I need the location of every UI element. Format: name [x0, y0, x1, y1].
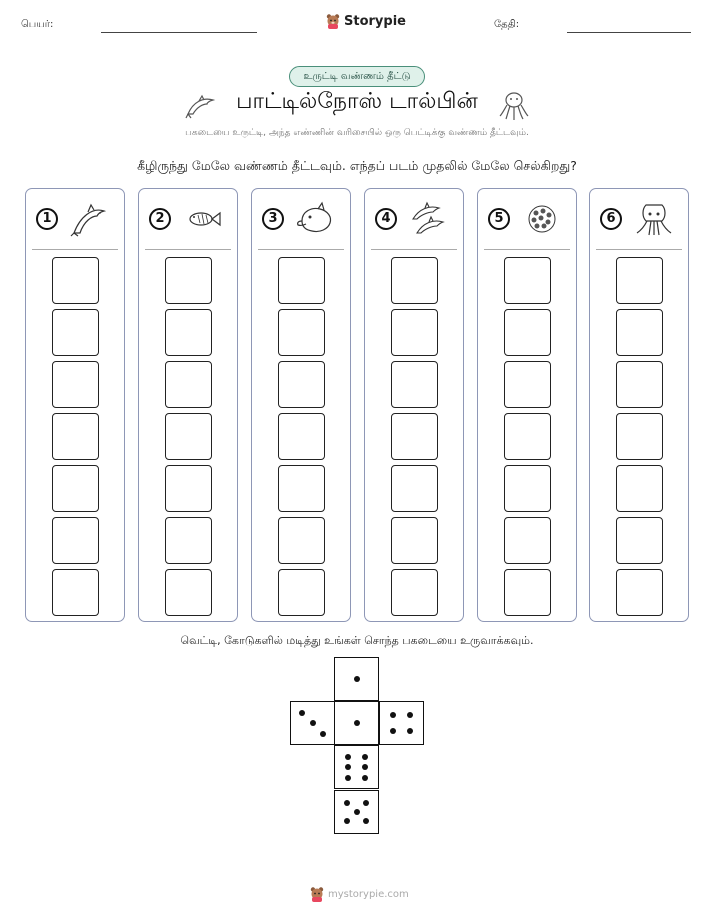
color-box[interactable]: [391, 257, 438, 304]
color-box[interactable]: [165, 257, 212, 304]
color-box[interactable]: [391, 517, 438, 564]
date-label: தேதி:: [494, 19, 520, 30]
die-pip: [362, 775, 368, 781]
die-pip: [354, 809, 360, 815]
column-divider: [484, 249, 570, 250]
color-box[interactable]: [52, 465, 99, 512]
color-box[interactable]: [165, 413, 212, 460]
color-box[interactable]: [616, 257, 663, 304]
column-divider: [145, 249, 231, 250]
column-number: 5: [488, 208, 510, 230]
brand-logo: [326, 13, 406, 29]
die-face-1: [334, 657, 379, 701]
die-face-4: [379, 701, 424, 745]
die-pip: [344, 818, 350, 824]
die-face-5: [334, 790, 379, 834]
color-box[interactable]: [52, 361, 99, 408]
die-pip: [310, 720, 316, 726]
color-column-1: [25, 188, 125, 622]
color-box[interactable]: [391, 309, 438, 356]
color-box[interactable]: [278, 361, 325, 408]
die-pip: [407, 712, 413, 718]
color-box[interactable]: [278, 465, 325, 512]
color-box[interactable]: [391, 413, 438, 460]
color-box[interactable]: [165, 361, 212, 408]
color-column-3: [251, 188, 351, 622]
color-box[interactable]: [504, 413, 551, 460]
color-box[interactable]: [504, 569, 551, 616]
color-box[interactable]: [391, 361, 438, 408]
color-box[interactable]: [52, 517, 99, 564]
dolphin-icon: [70, 201, 110, 237]
color-box[interactable]: [278, 257, 325, 304]
footer-url[interactable]: mystorypie.com: [328, 888, 409, 900]
color-box[interactable]: [504, 361, 551, 408]
bear-logo-icon: [326, 13, 340, 29]
column-divider: [371, 249, 457, 250]
column-number: 4: [375, 208, 397, 230]
color-box[interactable]: [278, 569, 325, 616]
die-pip: [390, 728, 396, 734]
color-box[interactable]: [616, 517, 663, 564]
color-box[interactable]: [278, 309, 325, 356]
date-line[interactable]: [567, 32, 691, 33]
bear-footer-icon: [310, 886, 324, 902]
color-box[interactable]: [165, 465, 212, 512]
die-pip: [362, 764, 368, 770]
die-pip: [345, 764, 351, 770]
name-line[interactable]: [101, 32, 257, 33]
column-number: 3: [262, 208, 284, 230]
column-divider: [32, 249, 118, 250]
subtitle: பகடையை உருட்டி, அந்த எண்ணின் வரிசையில் ஒரு பெட்டிக்கு வண்ணம் தீட்டவும்.: [185, 128, 529, 138]
octopus-title-icon: [498, 90, 530, 122]
instruction: கீழிருந்து மேலே வண்ணம் தீட்டவும். எந்தப் படம் முதலில் மேலே செல்கிறது?: [137, 158, 577, 173]
die-face-1: [334, 701, 379, 745]
footer: [310, 886, 409, 902]
color-column-6: [589, 188, 689, 622]
name-label: பெயர்:: [21, 19, 54, 30]
column-number: 1: [36, 208, 58, 230]
color-column-4: [364, 188, 464, 622]
die-pip: [362, 754, 368, 760]
color-box[interactable]: [52, 257, 99, 304]
color-box[interactable]: [52, 309, 99, 356]
column-divider: [596, 249, 682, 250]
color-box[interactable]: [52, 413, 99, 460]
color-box[interactable]: [391, 569, 438, 616]
column-number: 2: [149, 208, 171, 230]
color-box[interactable]: [52, 569, 99, 616]
die-pip: [344, 800, 350, 806]
cut-instruction: வெட்டி, கோடுகளில் மடித்து உங்கள் சொந்த பகடையை உருவாக்கவும்.: [180, 634, 534, 647]
color-box[interactable]: [616, 361, 663, 408]
color-box[interactable]: [504, 465, 551, 512]
die-pip: [345, 775, 351, 781]
die-pip: [363, 818, 369, 824]
die-pip: [345, 754, 351, 760]
die-pip: [320, 731, 326, 737]
die-face-6: [334, 745, 379, 789]
color-box[interactable]: [391, 465, 438, 512]
die-pip: [363, 800, 369, 806]
color-box[interactable]: [616, 569, 663, 616]
column-divider: [258, 249, 344, 250]
color-box[interactable]: [504, 309, 551, 356]
squid-icon: [634, 201, 674, 237]
dolphin-face-icon: [296, 201, 336, 237]
color-box[interactable]: [616, 465, 663, 512]
brand-name: Storypie: [344, 13, 406, 29]
die-pip: [354, 720, 360, 726]
die-pip: [390, 712, 396, 718]
color-box[interactable]: [165, 517, 212, 564]
fish-icon: [183, 201, 223, 237]
color-box[interactable]: [616, 309, 663, 356]
color-box[interactable]: [504, 517, 551, 564]
die-pip: [407, 728, 413, 734]
color-column-5: [477, 188, 577, 622]
die-face-3: [290, 701, 335, 745]
color-box[interactable]: [165, 309, 212, 356]
color-column-2: [138, 188, 238, 622]
page-title: பாட்டில்நோஸ் டால்பின்: [236, 89, 478, 114]
die-pip: [354, 676, 360, 682]
color-box[interactable]: [278, 413, 325, 460]
eggs-icon: [522, 201, 562, 237]
color-box[interactable]: [504, 257, 551, 304]
column-number: 6: [600, 208, 622, 230]
dolphin-pod-icon: [409, 201, 449, 237]
color-box[interactable]: [165, 569, 212, 616]
color-box[interactable]: [616, 413, 663, 460]
activity-badge: உருட்டி வண்ணம் தீட்டு: [289, 66, 425, 87]
die-pip: [299, 710, 305, 716]
color-box[interactable]: [278, 517, 325, 564]
